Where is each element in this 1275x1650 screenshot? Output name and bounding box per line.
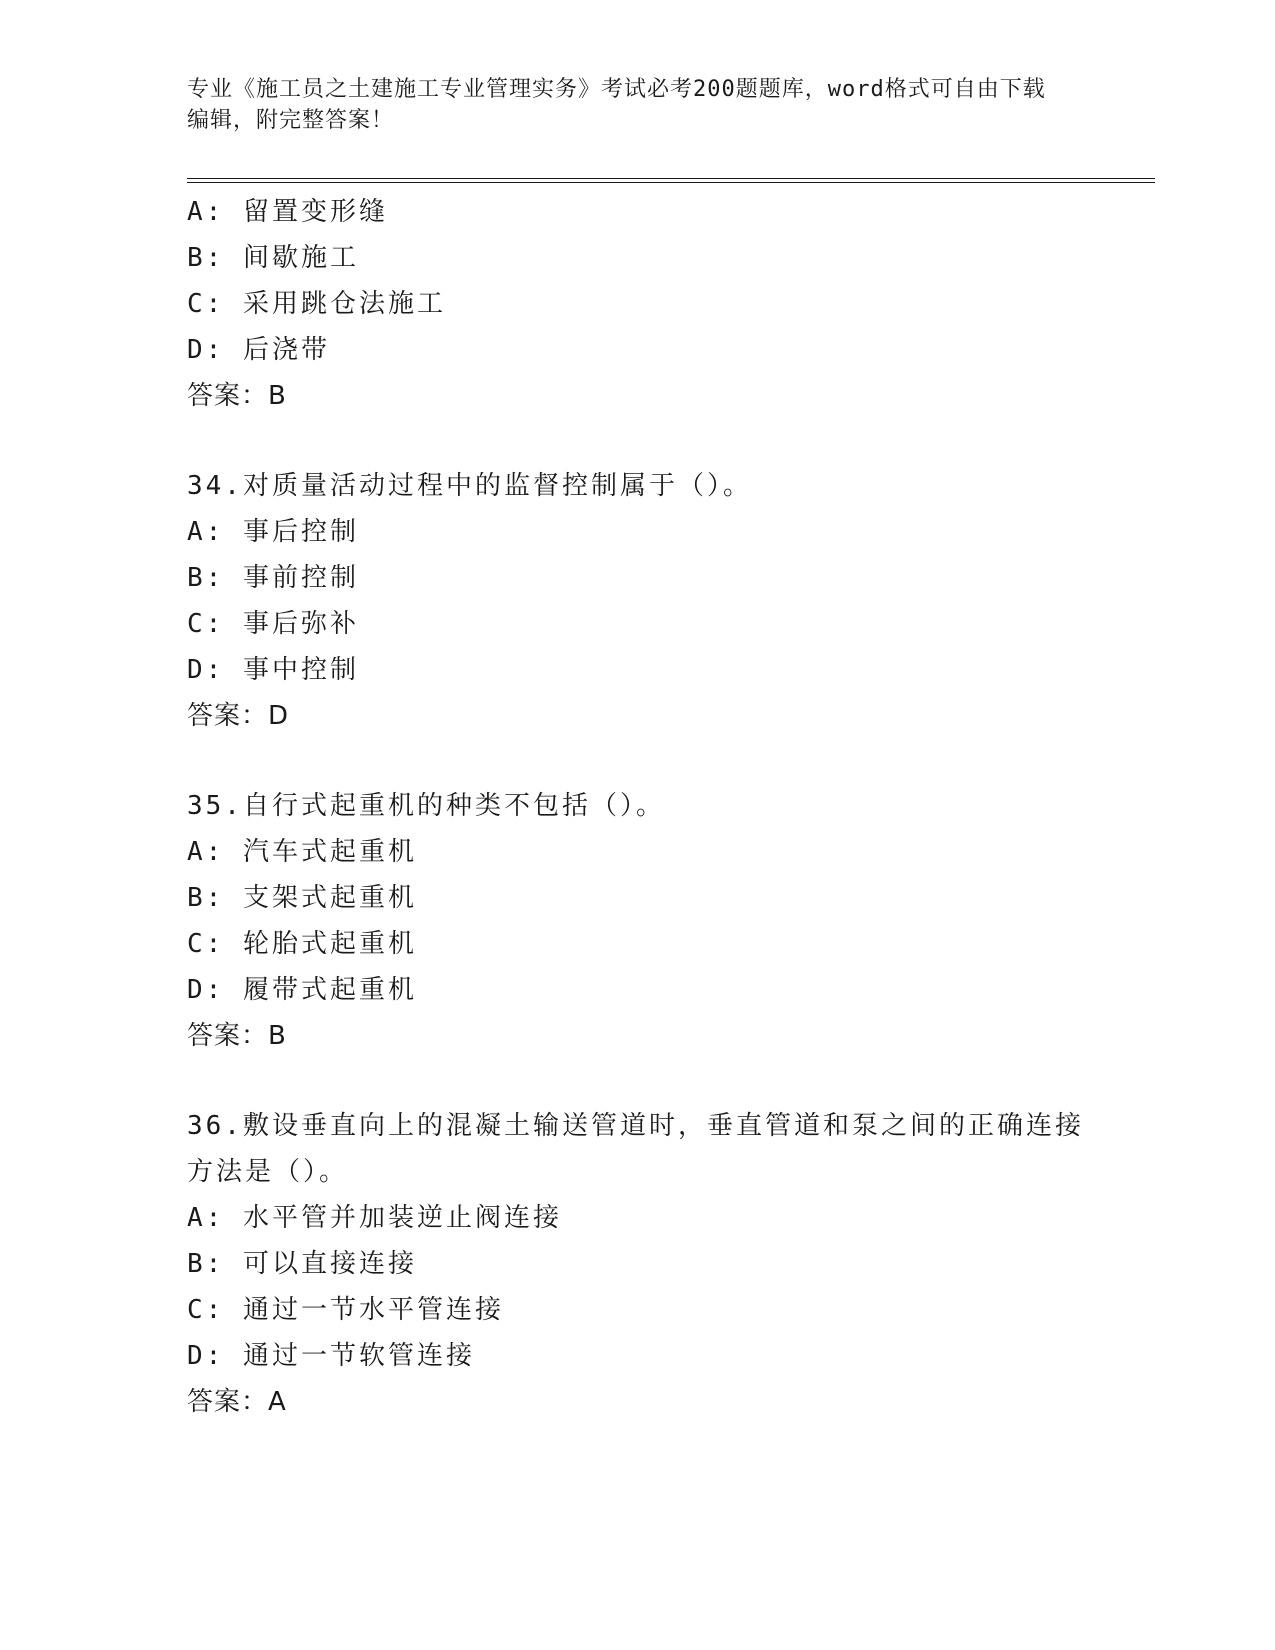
answer: 答案：D	[187, 701, 290, 731]
option-c: C: 事后弥补	[187, 609, 359, 639]
question-35	[187, 783, 1087, 1059]
spacer	[187, 739, 1087, 783]
question-34	[187, 463, 1087, 739]
option-d: D: 事中控制	[187, 655, 359, 685]
spacer	[187, 419, 1087, 463]
option-d: D: 通过一节软管连接	[187, 1341, 475, 1371]
option-b: B: 间歇施工	[187, 243, 359, 273]
answer: 答案：B	[187, 381, 287, 411]
document-header: 专业《施工员之土建施工专业管理实务》考试必考200题题库，word格式可自由下载编辑，附完整答案！	[187, 77, 1046, 133]
option-d: D: 履带式起重机	[187, 975, 417, 1005]
question-list	[187, 189, 1087, 1425]
option-c: C: 采用跳仓法施工	[187, 289, 446, 319]
answer: 答案：A	[187, 1387, 287, 1417]
question-stem: 34.对质量活动过程中的监督控制属于（）。	[187, 471, 752, 501]
answer: 答案：B	[187, 1021, 287, 1051]
question-stem: 36.敷设垂直向上的混凝土输送管道时，垂直管道和泵之间的正确连接方法是（）。	[187, 1111, 1084, 1187]
option-b: B: 事前控制	[187, 563, 359, 593]
header-divider-top	[187, 178, 1155, 179]
option-b: B: 支架式起重机	[187, 883, 417, 913]
option-a: A: 事后控制	[187, 517, 359, 547]
option-a: A: 水平管并加装逆止阀连接	[187, 1203, 562, 1233]
question-33	[187, 189, 1087, 419]
question-stem: 35.自行式起重机的种类不包括（）。	[187, 791, 665, 821]
spacer	[187, 1059, 1087, 1103]
question-36	[187, 1103, 1087, 1425]
header-divider-bottom	[187, 182, 1155, 183]
option-d: D: 后浇带	[187, 335, 330, 365]
option-c: C: 轮胎式起重机	[187, 929, 417, 959]
option-c: C: 通过一节水平管连接	[187, 1295, 504, 1325]
option-a: A: 汽车式起重机	[187, 837, 417, 867]
option-b: B: 可以直接连接	[187, 1249, 417, 1279]
option-a: A: 留置变形缝	[187, 197, 388, 227]
